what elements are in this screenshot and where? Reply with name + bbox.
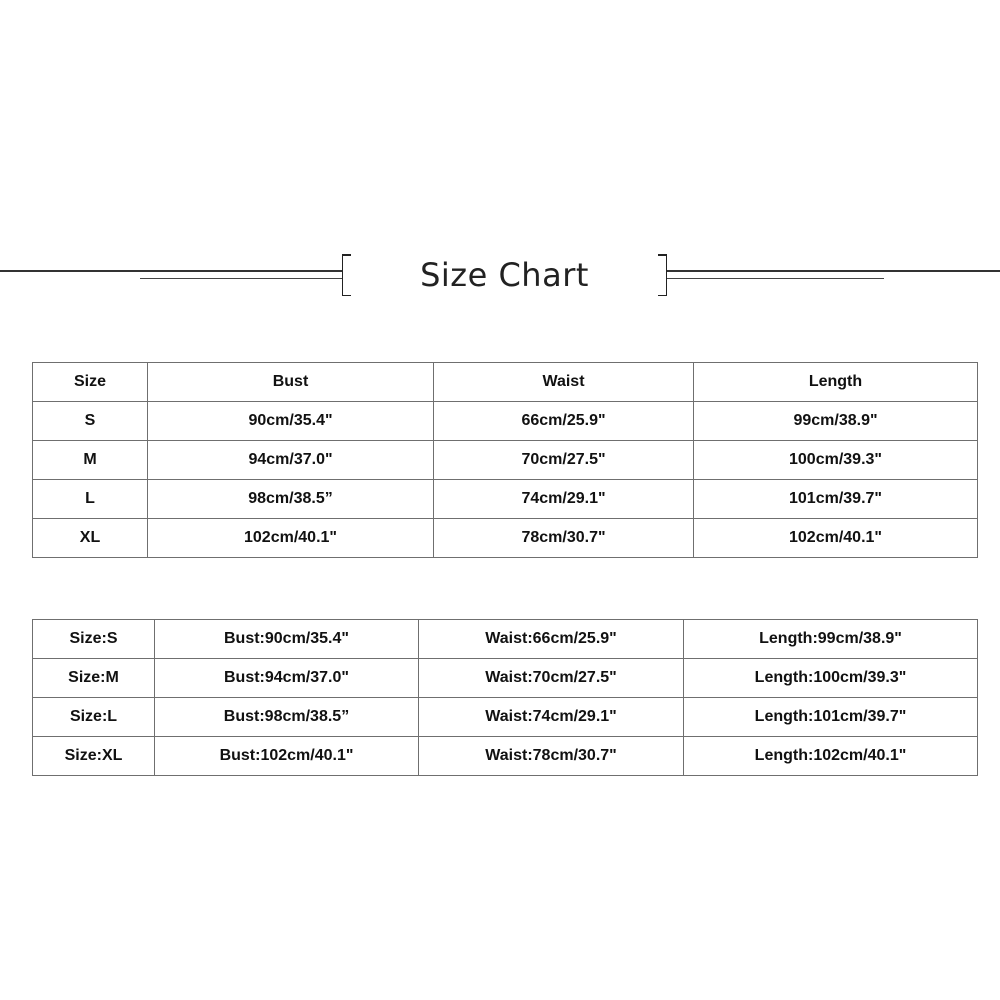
cell-length: Length:100cm/39.3"	[684, 659, 978, 698]
cell-waist: Waist:66cm/25.9"	[419, 620, 684, 659]
header-left-line	[0, 270, 342, 272]
header-size: Size	[33, 363, 148, 402]
table-header-row	[33, 363, 978, 402]
cell-bust: Bust:90cm/35.4"	[155, 620, 419, 659]
cell-length: 100cm/39.3"	[694, 441, 978, 480]
cell-bust: 90cm/35.4"	[148, 402, 434, 441]
cell-size: Size:XL	[33, 737, 155, 776]
header-waist: Waist	[434, 363, 694, 402]
cell-size: L	[33, 480, 148, 519]
header-left-line-lower	[140, 278, 342, 279]
header-length: Length	[694, 363, 978, 402]
table-row	[33, 480, 978, 519]
table-row	[33, 737, 978, 776]
cell-size: Size:L	[33, 698, 155, 737]
cell-waist: 70cm/27.5"	[434, 441, 694, 480]
cell-bust: Bust:94cm/37.0"	[155, 659, 419, 698]
page-title: Size Chart	[420, 256, 589, 294]
header-right-line-lower	[667, 278, 884, 279]
cell-length: 101cm/39.7"	[694, 480, 978, 519]
cell-size: Size:M	[33, 659, 155, 698]
cell-bust: 94cm/37.0"	[148, 441, 434, 480]
cell-waist: 74cm/29.1"	[434, 480, 694, 519]
title-frame	[342, 254, 667, 296]
cell-waist: Waist:74cm/29.1"	[419, 698, 684, 737]
size-table-columns	[32, 362, 978, 558]
cell-size: Size:S	[33, 620, 155, 659]
size-chart-header	[0, 250, 1000, 300]
header-bust: Bust	[148, 363, 434, 402]
cell-length: 99cm/38.9"	[694, 402, 978, 441]
table-row	[33, 441, 978, 480]
cell-bust: Bust:102cm/40.1"	[155, 737, 419, 776]
header-right-line	[667, 270, 1000, 272]
table-row	[33, 519, 978, 558]
cell-bust: Bust:98cm/38.5”	[155, 698, 419, 737]
cell-waist: 66cm/25.9"	[434, 402, 694, 441]
table-row	[33, 698, 978, 737]
cell-size: M	[33, 441, 148, 480]
cell-length: Length:99cm/38.9"	[684, 620, 978, 659]
cell-waist: Waist:70cm/27.5"	[419, 659, 684, 698]
cell-bust: 98cm/38.5”	[148, 480, 434, 519]
cell-waist: 78cm/30.7"	[434, 519, 694, 558]
cell-length: Length:101cm/39.7"	[684, 698, 978, 737]
table-row	[33, 620, 978, 659]
cell-waist: Waist:78cm/30.7"	[419, 737, 684, 776]
cell-length: Length:102cm/40.1"	[684, 737, 978, 776]
table-row	[33, 402, 978, 441]
cell-bust: 102cm/40.1"	[148, 519, 434, 558]
table-row	[33, 659, 978, 698]
cell-size: XL	[33, 519, 148, 558]
cell-size: S	[33, 402, 148, 441]
size-table-inline	[32, 619, 978, 776]
cell-length: 102cm/40.1"	[694, 519, 978, 558]
